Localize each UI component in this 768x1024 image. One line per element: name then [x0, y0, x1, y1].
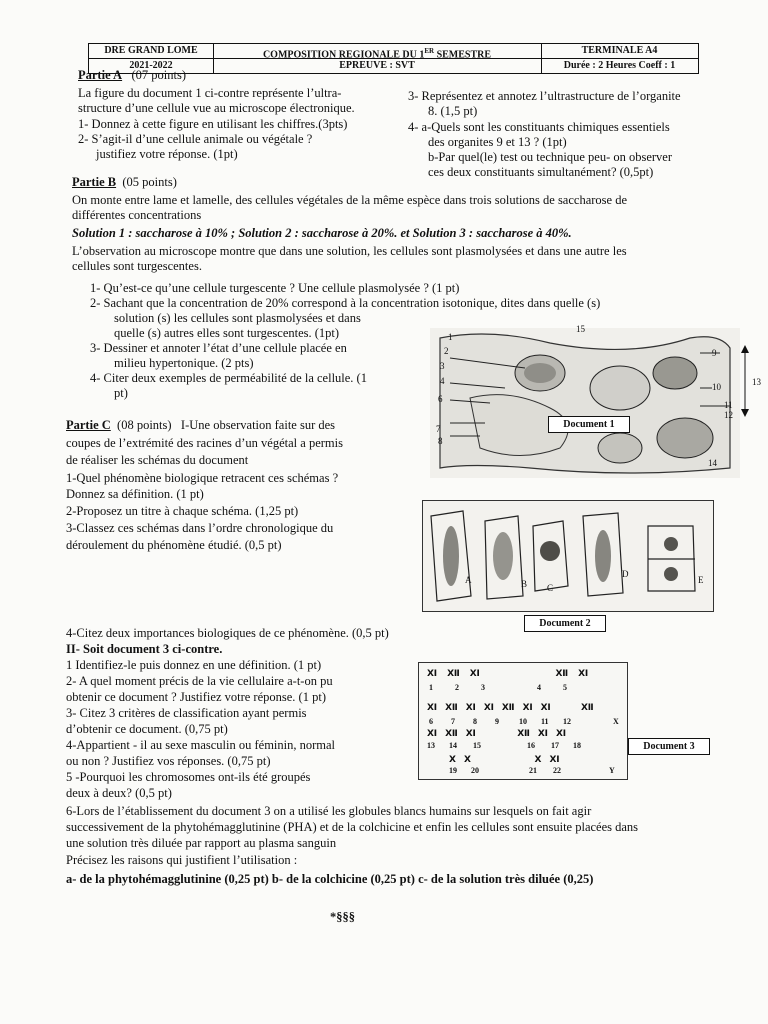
partC-q3b: déroulement du phénomène étudié. (0,5 pt) [66, 538, 282, 552]
partC-ii-q6a: 6-Lors de l’établissement du document 3 on a utilisé les globules blancs humains sur lesquels on fait agir [66, 804, 592, 818]
header-classe: TERMINALE A4 [581, 45, 658, 56]
document-2-label: Document 2 [524, 615, 606, 632]
doc1-label-num: 4 [440, 376, 445, 386]
partB-q2a: 2- Sachant que la concentration de 20% correspond à la concentration isotonique, dites dans quelle (s) [90, 296, 601, 310]
doc2-letter: D [622, 569, 629, 579]
header-year: 2021-2022 [129, 60, 173, 71]
header-composition: COMPOSITION REGIONALE DU 1ER SEMESTRE [262, 47, 492, 61]
partC-ii-q5a: 5 -Pourquoi les chromosomes ont-ils été groupés [66, 770, 311, 784]
karyotype-row-1-glyphs: ⅪⅫⅪ ⅫⅪ [427, 669, 599, 679]
partA-q2b: justifiez votre réponse. (1pt) [96, 147, 238, 161]
partB-q4a: 4- Citer deux exemples de perméabilité de la cellule. (1 [90, 371, 367, 385]
partC-ii-heading: II- Soit document 3 ci-contre. [66, 642, 223, 656]
header-duree: Durée : 2 Heures Coeff : 1 [563, 60, 676, 71]
partB-line-4: L’observation au microscope montre que dans une solution, les cellules sont plasmolysées et dans une autre les [72, 244, 627, 258]
mitosis-schemas-drawing [423, 501, 713, 611]
partC-heading: Partie C (08 points) I-Une observation faite sur des [66, 418, 336, 432]
doc1-label-num: 10 [712, 382, 721, 392]
partC-ii-q3a: 3- Citez 3 critères de classification ayant permis [66, 706, 307, 720]
partB-heading: Partie B (05 points) [72, 175, 177, 189]
partA-intro-1: La figure du document 1 ci-contre représente l’ultra- [78, 86, 342, 100]
partC-ii-q2a: 2- A quel moment précis de la vie cellulaire a-t-on pu [66, 674, 333, 688]
doc1-label-num: 14 [708, 458, 717, 468]
partB-q1: 1- Qu’est-ce qu’une cellule turgescente ? Une cellule plasmolysée ? (1 pt) [90, 281, 460, 295]
document-1-label: Document 1 [548, 416, 630, 433]
partB-solutions: Solution 1 : saccharose à 10% ; Solution 2 : saccharose à 20%. et Solution 3 : saccharose à 40%. [72, 226, 572, 240]
partC-q1b: Donnez sa définition. (1 pt) [66, 487, 204, 501]
partA-q4d: ces deux constituants simultanément? (0,5pt) [428, 165, 654, 179]
partB-line-1: On monte entre lame et lamelle, des cellules végétales de la même espèce dans trois solutions de saccharose de [72, 193, 627, 207]
karyotype-row-4-glyphs: ⅩⅩ ⅩⅪ [449, 755, 568, 765]
partC-ii-q3b: d’obtenir ce document. (0,75 pt) [66, 722, 228, 736]
doc2-letter: A [465, 575, 472, 585]
partB-q3a: 3- Dessiner et annoter l’état d’une cellule placée en [90, 341, 347, 355]
partA-intro-2: structure d’une cellule vue au microscope électronique. [78, 101, 355, 115]
partC-ii-q6c: une solution très diluée par rapport au plasma sanguin [66, 836, 337, 850]
partC-ii-q4b: ou non ? Justifiez vos réponses. (0,75 pt) [66, 754, 271, 768]
partC-q2: 2-Proposez un titre à chaque schéma. (1,25 pt) [66, 504, 299, 518]
partA-q1: 1- Donnez à cette figure en utilisant les chiffres.(3pts) [78, 117, 348, 131]
partB-q2c: quelle (s) autres elles sont turgescentes. (1pt) [114, 326, 340, 340]
doc1-label-num: 1 [448, 332, 453, 342]
document-1-figure [430, 324, 740, 478]
doc1-label-num: 9 [712, 348, 717, 358]
doc1-label-num: 12 [724, 410, 733, 420]
partA-q4a: 4- a-Quels sont les constituants chimiques essentiels [408, 120, 670, 134]
doc2-letter: B [521, 579, 528, 589]
doc1-label-num: 2 [444, 346, 449, 356]
partC-ii-q1: 1 Identifiez-le puis donnez en une définition. (1 pt) [66, 658, 322, 672]
document-3-label: Document 3 [628, 738, 710, 755]
partA-q2a: 2- S’agit-il d’une cellule animale ou végétale ? [78, 132, 313, 146]
doc1-label-num: 11 [724, 400, 733, 410]
doc1-scale-arrow [738, 345, 752, 417]
document-2-figure [422, 500, 714, 612]
doc2-letter: E [698, 575, 704, 585]
document-3-karyotype: ⅪⅫⅪ ⅫⅪ 1 2 3 4 5 ⅪⅫⅪⅪⅫⅪⅪ Ⅻ 6 7 8 9 10 11 12 X ⅪⅫⅪ ⅫⅪⅪ 13 14 15 16 17 18 ⅩⅩ ⅩⅪ 19 20 21 22 Y [418, 662, 628, 780]
partC-line-3: de réaliser les schémas du document [66, 453, 249, 467]
partC-q3a: 3-Classez ces schémas dans l’ordre chronologique du [66, 521, 334, 535]
footer-mark: *§§§ [330, 910, 355, 924]
cell-ultrastructure-drawing [430, 328, 740, 478]
partC-ii-q6e: a- de la phytohémagglutinine (0,25 pt) b- de la colchicine (0,25 pt) c- de la solution très diluée (0,25) [66, 872, 594, 886]
partA-q4b: des organites 9 et 13 ? (1pt) [428, 135, 567, 149]
partA-heading: Partie A (07 points) [78, 68, 186, 82]
doc2-letter: C [547, 583, 554, 593]
header-epreuve: EPREUVE : SVT [339, 60, 415, 71]
doc1-label-num: 8 [438, 436, 443, 446]
partC-ii-q6d: Précisez les raisons qui justifient l’utilisation : [66, 853, 298, 867]
doc1-label-num: 3 [440, 361, 445, 371]
partC-ii-q6b: successivement de la phytohémagglutinine (PHA) et de la colchicine et enfin les cellules sont ensuite placées dans [66, 820, 639, 834]
header-region: DRE GRAND LOME [104, 45, 198, 56]
karyotype-row-3-glyphs: ⅪⅫⅪ ⅫⅪⅪ [427, 729, 575, 739]
partC-line-2: coupes de l’extrémité des racines d’un végétal a permis [66, 436, 343, 450]
partC-ii-q5b: deux à deux? (0,5 pt) [66, 786, 172, 800]
partB-line-5: cellules sont turgescentes. [72, 259, 202, 273]
partA-q3a: 3- Représentez et annotez l’ultrastructure de l’organite [408, 89, 681, 103]
partB-line-2: différentes concentrations [72, 208, 202, 222]
partA-q3b: 8. (1,5 pt) [428, 104, 478, 118]
partC-q1a: 1-Quel phénomène biologique retracent ces schémas ? [66, 471, 339, 485]
partC-q4: 4-Citez deux importances biologiques de ce phénomène. (0,5 pt) [66, 626, 389, 640]
doc1-label-num: 6 [438, 394, 443, 404]
partC-ii-q2b: obtenir ce document ? Justifiez votre réponse. (1 pt) [66, 690, 326, 704]
karyotype-row-2-glyphs: ⅪⅫⅪⅪⅫⅪⅪ Ⅻ [427, 703, 602, 713]
doc1-label-num: 15 [576, 324, 585, 334]
doc1-label-num: 13 [752, 377, 761, 387]
partA-q4c: b-Par quel(le) test ou technique peu- on observer [428, 150, 673, 164]
partB-q3b: milieu hypertonique. (2 pts) [114, 356, 254, 370]
partB-q4b: pt) [114, 386, 128, 400]
doc1-label-num: 7 [436, 424, 441, 434]
partC-ii-q4a: 4-Appartient - il au sexe masculin ou féminin, normal [66, 738, 336, 752]
partB-q2b: solution (s) les cellules sont plasmolysées et dans [114, 311, 361, 325]
